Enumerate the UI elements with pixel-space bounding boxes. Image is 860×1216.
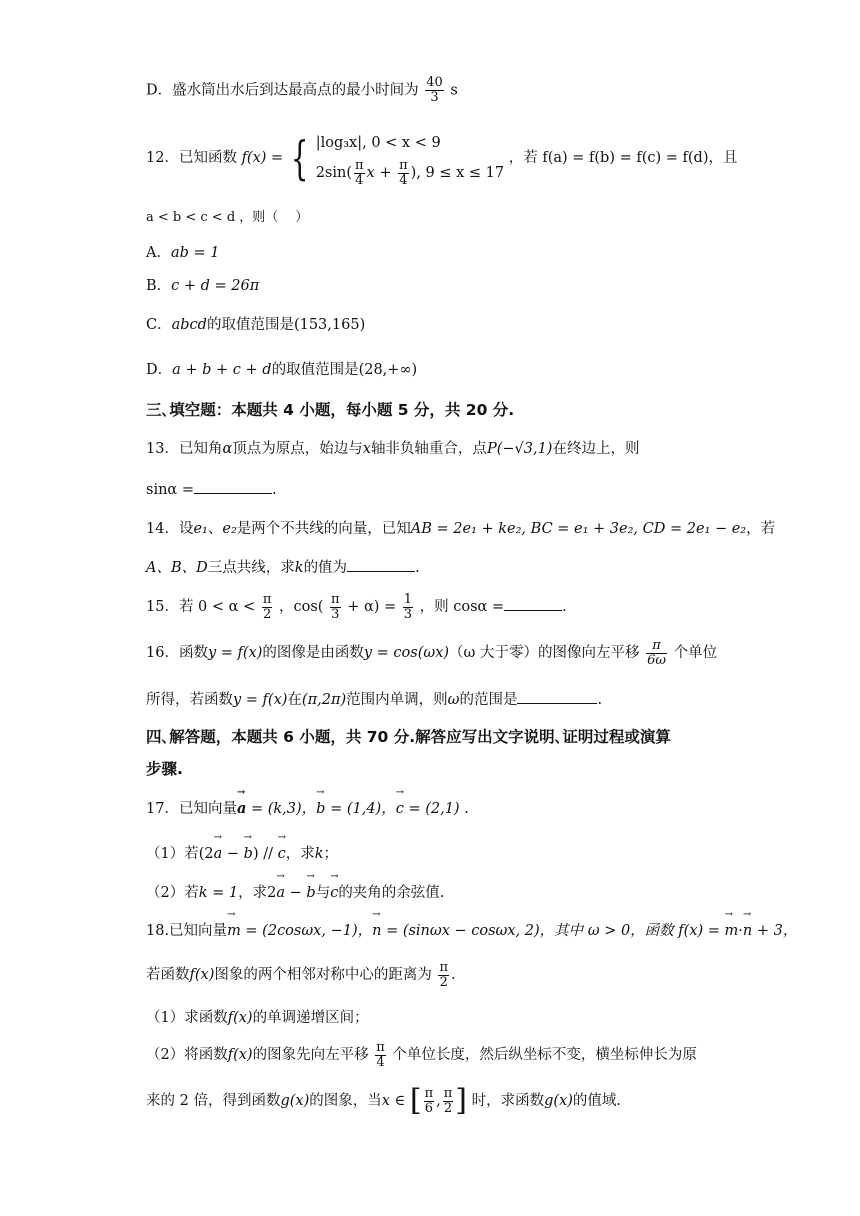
q12-option-d: D．a + b + c + d的取值范围是(28,+∞) — [146, 362, 418, 378]
q18-line2: 若函数f(x)图象的两个相邻对称中心的距离为 $\frac{\pi}{2}$ . — [146, 959, 456, 990]
q14-equations: AB = 2e₁ + ke₂, BC = e₁ + 3e₂, CD = 2e₁ − e₂ — [410, 521, 747, 537]
q14-line2: A、B、D三点共线，求k的值为 . — [146, 557, 420, 578]
q12-stem: 12．已知函数 f(x) = { |log₃x|, 0 < x < 9 2sin( $\frac{\pi}{4}$ x + $\frac{\pi}{4}$ ), 9 ≤ x ≤ 17 ，若 f(a) = f(b) = f(c) = f(d)，且 — [146, 128, 738, 188]
q18-part2-cont: 来的 2 倍，得到函数g(x)的图象，当x ∈ [ $\frac{\pi}{6}$ , $\frac{\pi}{2}$ ] 时，求函数g(x)的值域. — [146, 1083, 622, 1118]
q13-line2: sinα = . — [146, 479, 277, 500]
answer-blank[interactable] — [504, 596, 562, 611]
answer-blank[interactable] — [347, 557, 415, 572]
fraction: $\frac{40}{3}$ — [426, 75, 443, 105]
q11-option-d — [146, 76, 458, 105]
answer-blank[interactable] — [194, 479, 272, 494]
q18-line1: 18.已知向量→ m = (2cosωx, −1)，→ n = (sinωx − cosωx, 2)，其中 ω > 0，函数 f(x) = → m·→ n + 3， — [146, 921, 797, 941]
q14-line1: 14．设e₁、e₂是两个不共线的向量，已知AB = 2e₁ + ke₂, BC = e₁ + 3e₂, CD = 2e₁ − e₂，若 — [146, 521, 776, 537]
q16-line1: 16．函数y = f(x)的图像是由函数y = cos(ωx)（ω 大于零）的图像向左平移 $\frac{\pi}{6\omega}$ 个单位 — [146, 637, 718, 668]
q18-part1: （1）求函数f(x)的单调递增区间； — [146, 1010, 369, 1026]
answer-blank[interactable] — [517, 689, 597, 704]
section-3-heading: 三､填空题：本题共 4 小题，每小题 5 分，共 20 分. — [146, 401, 515, 419]
section-4-heading: 四､解答题，本题共 6 小题，共 70 分.解答应写出文字说明､证明过程或演算 — [146, 728, 671, 746]
q13-line1: 13．已知角α顶点为原点，始边与x轴非负轴重合，点P(−√3,1)在终边上，则 — [146, 441, 640, 457]
case-2: 2sin( $\frac{\pi}{4}$ x + $\frac{\pi}{4}$ ), 9 ≤ x ≤ 17 — [315, 157, 505, 188]
q12-option-c: C．abcd的取值范围是(153,165) — [146, 317, 366, 333]
case-1: |log₃x|, 0 < x < 9 — [315, 135, 441, 151]
q12-condition: ，若 f(a) = f(b) = f(c) = f(d)，且 — [508, 150, 738, 166]
q17-part1: （1）若(2→ a − → b) // → c，求k； — [146, 844, 338, 864]
q17-part2: （2）若k = 1，求2→ a − → b与→ c的夹角的余弦值. — [146, 883, 444, 903]
piecewise-cases — [316, 128, 504, 188]
brace-icon: { — [290, 131, 309, 185]
q15-line: 15．若 0 < α < $\frac{\pi}{2}$ ，cos( $\frac{\pi}{3}$ + α) = $\frac{1}{3}$ ，则 cosα = . — [146, 591, 567, 622]
section-4-heading-cont: 步骤. — [146, 760, 183, 778]
q12-lead: 12．已知函数 — [146, 150, 237, 166]
q18-part2: （2）将函数f(x)的图象先向左平移 $\frac{\pi}{4}$ 个单位长度，然后纵坐标不变，横坐标伸长为原 — [146, 1039, 697, 1070]
unit: s — [450, 82, 458, 99]
q12-option-b: B．c + d = 26π — [146, 278, 260, 294]
q11d-label: D．盛水筒出水后到达最高点的最小时间为 — [146, 82, 419, 99]
q12-option-a: A．ab = 1 — [146, 245, 220, 261]
q17-line1: 17．已知向量→ a = (k,3)，→ b = (1,4)，→ c = (2,1) . — [146, 799, 469, 819]
q12-line2: a < b < c < d ，则（ ） — [146, 210, 309, 225]
q16-line2: 所得，若函数y = f(x)在(π,2π)范围内单调，则ω的范围是 . — [146, 689, 602, 710]
